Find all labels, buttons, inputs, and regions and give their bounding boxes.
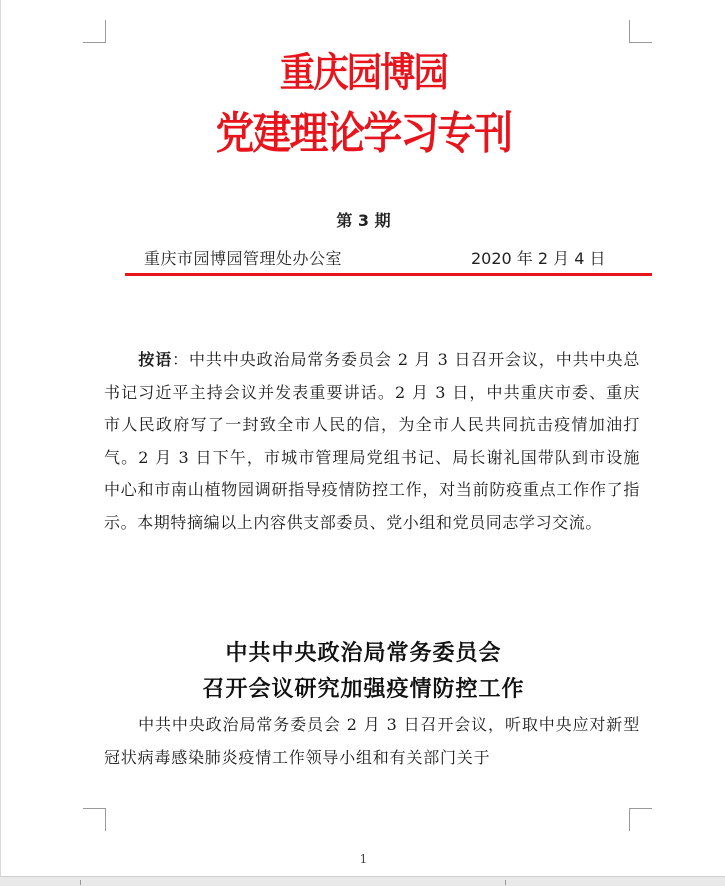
article-title-line2: 召开会议研究加强疫情防控工作 [202, 676, 525, 702]
ruler-tick [80, 880, 81, 885]
article-body-text: 中共中央政治局常务委员会 2 月 3 日召开会议，听取中央应对新型冠状病毒感染肺炎疫情工作领导小组和有关部门关于 [104, 715, 640, 767]
masthead-title: 重庆园博园 [279, 49, 448, 96]
issue-number: 第 3 期 [336, 211, 391, 230]
issuing-office: 重庆市园博园管理处办公室 [144, 249, 343, 268]
article-title-line1: 中共中央政治局常务委员会 [225, 640, 502, 666]
editor-note-lead: 按语 [138, 350, 173, 369]
masthead-subtitle: 党建理论学习专刊 [215, 108, 512, 159]
red-divider [125, 273, 652, 276]
crop-mark-bottom-right [629, 808, 652, 831]
crop-mark-bottom-left [83, 808, 106, 831]
crop-mark-top-left [83, 20, 106, 43]
page-number: 1 [359, 852, 368, 866]
editor-note-text: ：中共中央政治局常务委员会 2 月 3 日召开会议，中共中央总书记习近平主持会议并发表重要讲话。2 月 3 日，中共重庆市委、重庆市人民政府写了一封致全市人民的信，为全市人民共同抗击疫情加油打气。2 月 3 日下午，市城市管理局党组书记、局长谢礼国带队到市设施中心和市南山植物园调研指导疫情防控工作，对当前防疫重点工作作了指示。本期特摘编以上内容供支部委员、党小组和党员同志学习交流。 [104, 350, 640, 532]
editor-note [104, 344, 640, 539]
issue-date: 2020 年 2 月 4 日 [471, 249, 606, 268]
crop-mark-top-right [629, 20, 652, 43]
ruler-tick [505, 880, 506, 885]
article-body [104, 708, 640, 774]
